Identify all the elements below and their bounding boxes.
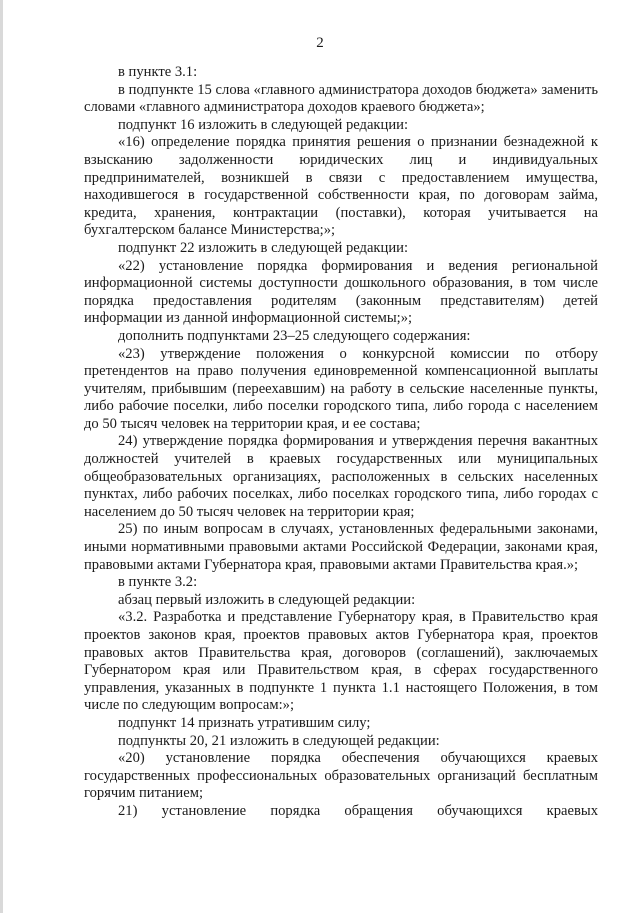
paragraph-subpoint-20-text: «20) установление порядка обеспечения обучающихся краевых государственных профессиональных образовательных организаций бесплатным горячим питанием; <box>84 750 598 802</box>
paragraph-3-2-text: «3.2. Разработка и представление Губернатору края, в Правительство края проектов законов края, проектов правовых актов Губернатора края, проектов правовых актов Правительства края, договоров (соглашений), заключаемых Губернатором края или Правительством края, в сферах государственного управления, указанных в подпункте 1 пункта 1.1 настоящего Положения, в том числе по следующим вопросам:»; <box>84 609 598 714</box>
document-body <box>84 64 598 821</box>
paragraph-subpoints-20-21-intro: подпункты 20, 21 изложить в следующей редакции: <box>118 732 440 749</box>
paragraph-subpoint-21-text: 21) установление порядка обращения обучающихся краевых <box>118 802 598 819</box>
paragraph-subpoint-14-void: подпункт 14 признать утратившим силу; <box>118 714 371 731</box>
paragraph-first-abzac-intro: абзац первый изложить в следующей редакции: <box>118 591 416 608</box>
paragraph-subpoint-24-text: 24) утверждение порядка формирования и утверждения перечня вакантных должностей учителей в краевых государственных или муниципальных общеобразовательных организациях, расположенных в сельских населенных пунктах, либо рабочих поселках, либо поселках городского типа, либо городах с населением до 50 тысяч человек на территории края; <box>84 433 598 520</box>
paragraph-add-subpoints-intro: дополнить подпунктами 23–25 следующего содержания: <box>118 327 471 344</box>
paragraph-subpoint-22-intro: подпункт 22 изложить в следующей редакции: <box>118 239 409 256</box>
paragraph-subpoint-23-text: «23) утверждение положения о конкурсной комиссии по отбору претендентов на право получения единовременной компенсационной выплаты учителям, прибывшим (переехавшим) на работу в сельские населенные пункты, либо рабочие поселки, либо поселки городского типа, либо города с населением до 50 тысяч человек на территории края, и ее состава; <box>84 345 598 432</box>
paragraph-subpoint-16-intro: подпункт 16 изложить в следующей редакции: <box>118 116 409 133</box>
paragraph-subpoint-16-text: «16) определение порядка принятия решения о признании безнадежной к взысканию задолженности юридических лиц и индивидуальных предпринимателей, возникшей в связи с предоставлением имущества, находившегося в государственной собственности края, по договорам займа, кредита, хранения, контрактации (поставки), которая учитывается на бухгалтерском балансе Министерства;»; <box>84 134 598 239</box>
page-number: 2 <box>316 35 324 51</box>
paragraph-subpoint-15-amendment: в подпункте 15 слова «главного администратора доходов бюджета» заменить словами «главного администратора доходов краевого бюджета»; <box>84 81 598 116</box>
paragraph-point-3-1: в пункте 3.1: <box>118 64 198 80</box>
scan-edge <box>0 0 3 913</box>
paragraph-subpoint-22-text: «22) установление порядка формирования и ведения региональной информационной системы доступности дошкольного образования, в том числе порядка предоставления родителям (законным представителям) детей информации из данной информационной системы;»; <box>84 257 598 327</box>
paragraph-point-3-2: в пункте 3.2: <box>118 574 198 591</box>
paragraph-subpoint-25-text: 25) по иным вопросам в случаях, установленных федеральными законами, иными нормативными правовыми актами Российской Федерации, законами края, правовыми актами Губернатора края, правовыми актами Правительства края.»; <box>84 521 598 573</box>
